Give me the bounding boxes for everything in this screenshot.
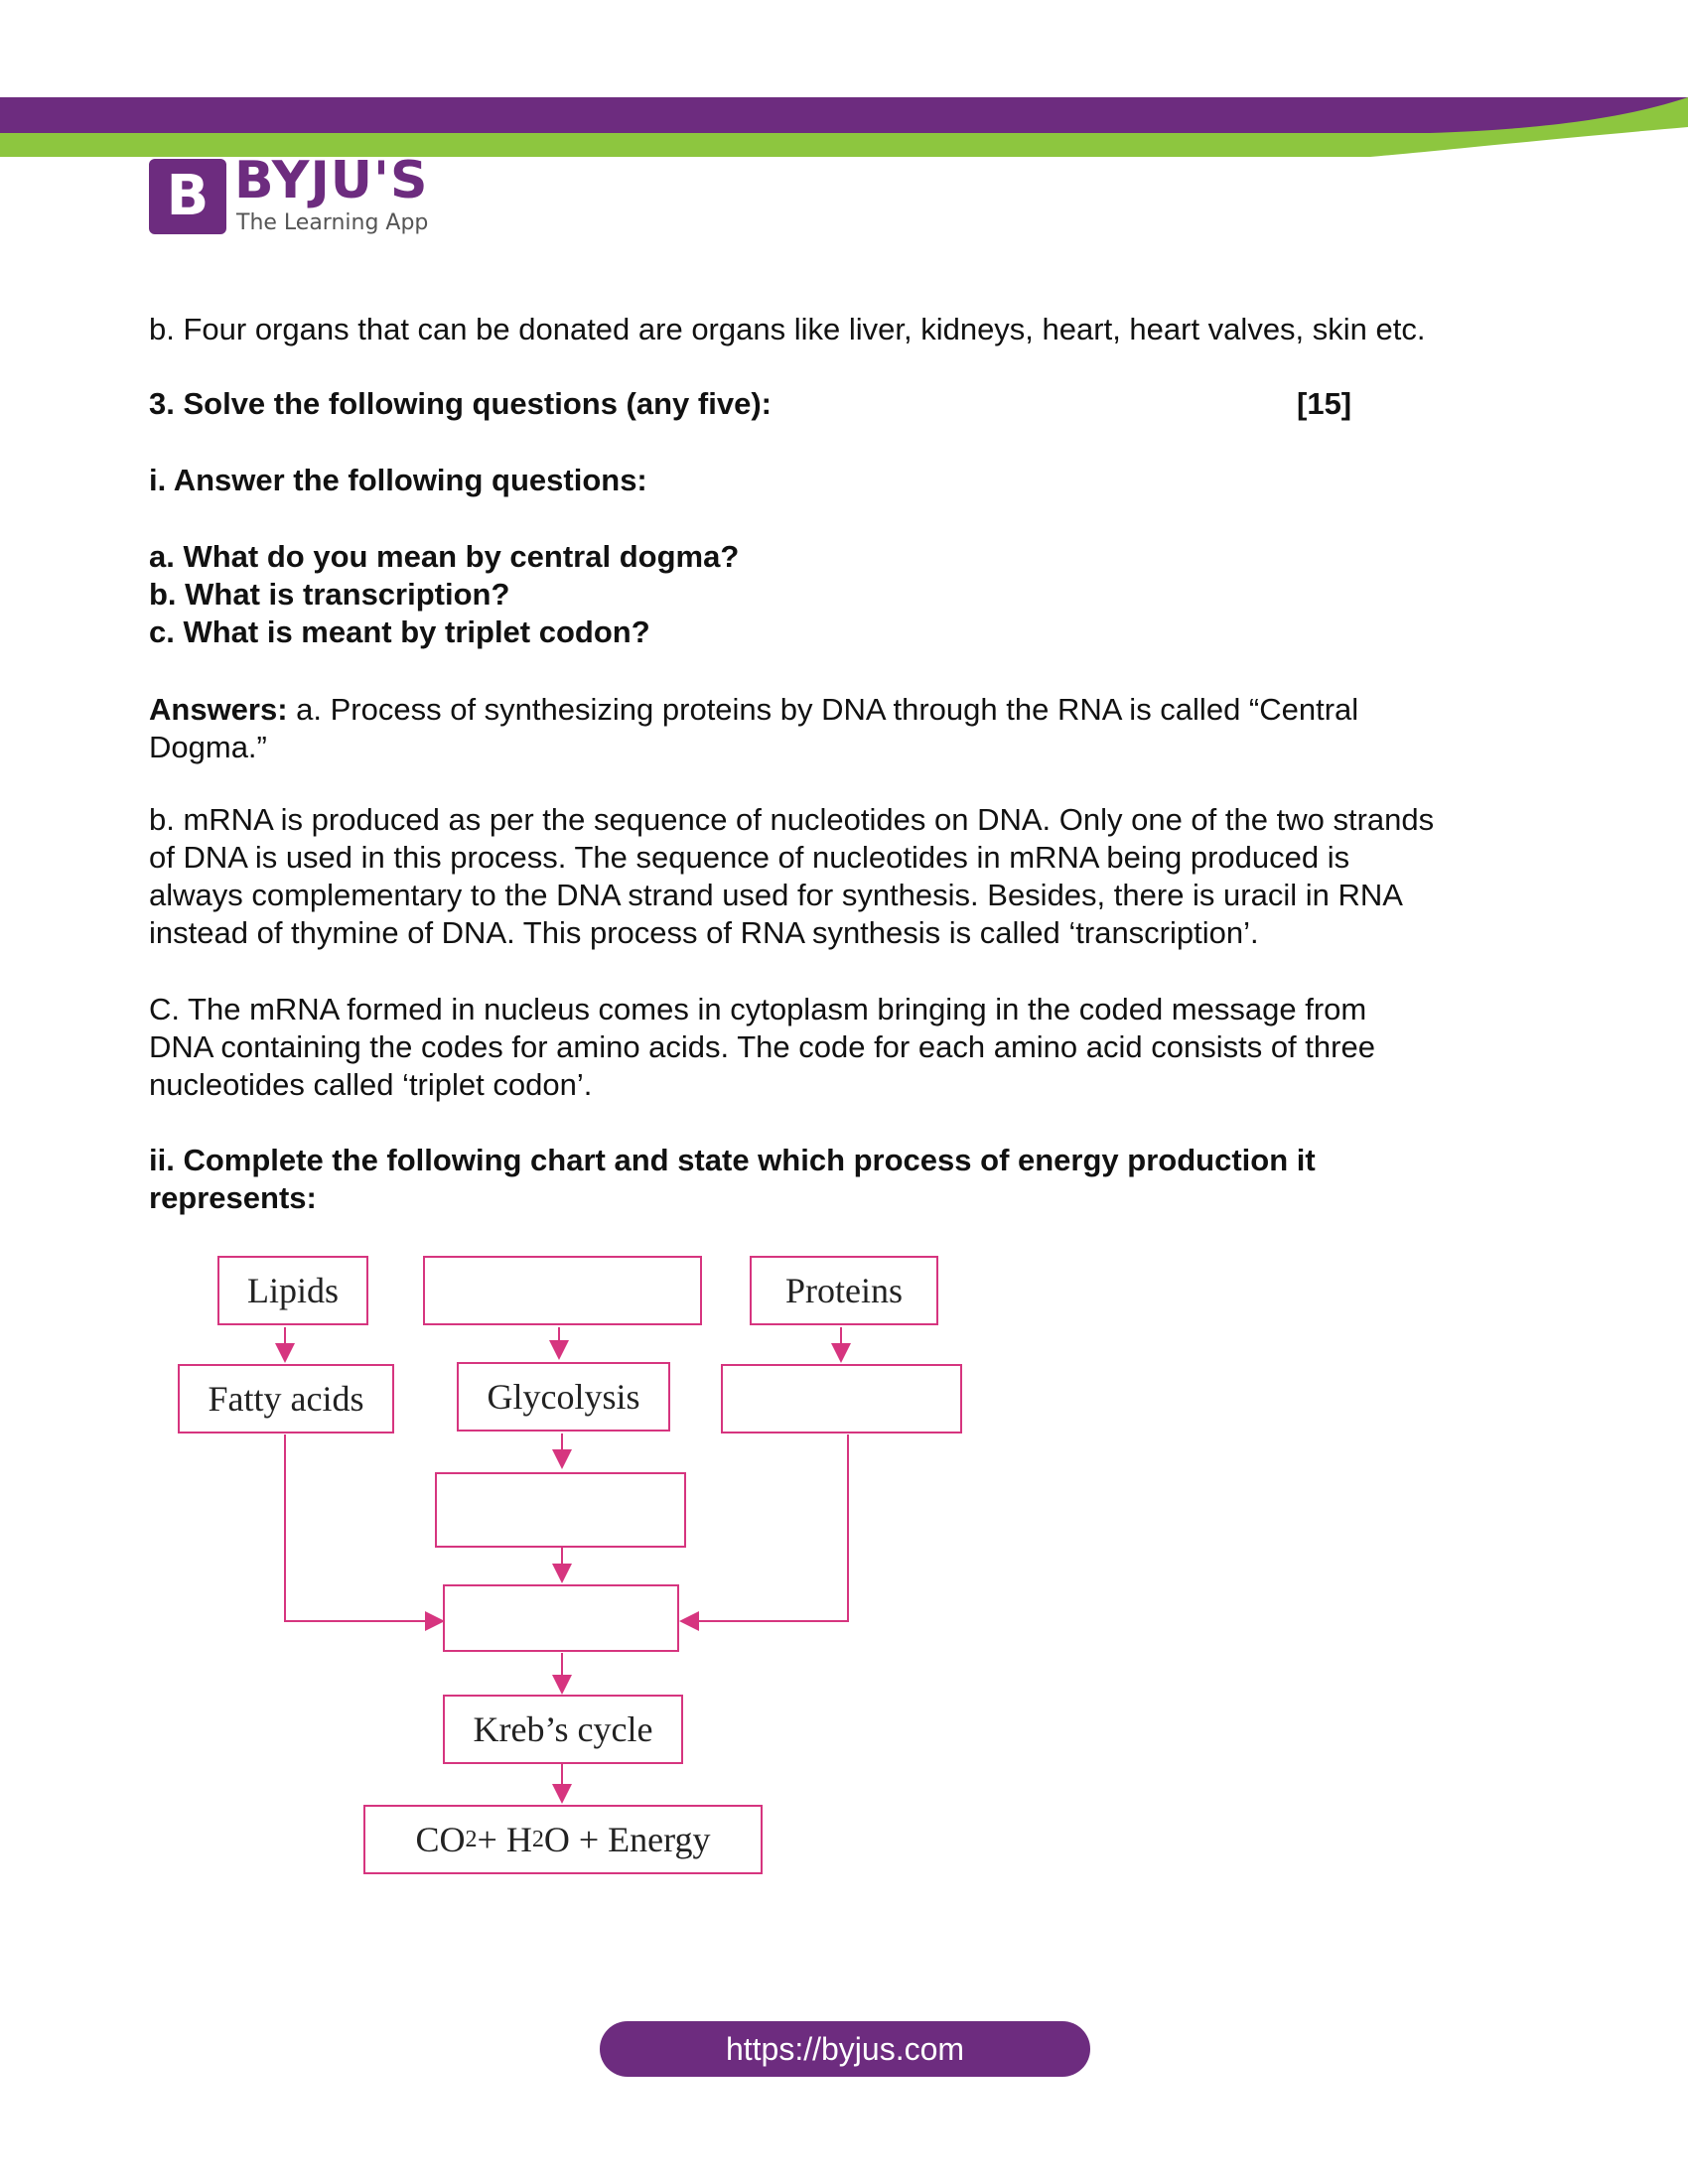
lipids-box: Lipids <box>217 1256 368 1325</box>
h2o-subscript: 2 <box>531 1826 544 1852</box>
qi-heading: i. Answer the following questions: <box>149 463 647 497</box>
flow-connectors <box>149 1246 993 1891</box>
answer-a-line2: Dogma.” <box>149 730 267 764</box>
blank-box-amino-acids <box>721 1364 962 1433</box>
answer-a-line1 <box>149 691 1358 729</box>
answer-b-line2: of DNA is used in this process. The sequence of nucleotides in mRNA being produced is <box>149 840 1350 875</box>
answer-c-line2: DNA containing the codes for amino acids. The code for each amino acid consists of three <box>149 1029 1375 1064</box>
co2-text: CO <box>415 1820 466 1859</box>
answer-b-line1: b. mRNA is produced as per the sequence of nucleotides on DNA. Only one of the two strands <box>149 802 1435 837</box>
blank-box-carbohydrates <box>423 1256 702 1325</box>
qi-b: b. What is transcription? <box>149 577 510 612</box>
energy-flow-chart <box>149 1246 993 1891</box>
blank-box-acetyl-coa <box>443 1584 679 1652</box>
q3-marks: [15] <box>1297 386 1352 421</box>
qii-heading-line2: represents: <box>149 1180 317 1215</box>
co2-subscript: 2 <box>465 1826 478 1852</box>
brand-tagline: The Learning App <box>236 210 429 235</box>
answer-b-line3: always complementary to the DNA strand used for synthesis. Besides, there is uracil in RNA <box>149 878 1403 912</box>
plus-h-text: + H <box>477 1820 532 1859</box>
answer-b-line4: instead of thymine of DNA. This process of RNA synthesis is called ‘transcription’. <box>149 915 1259 950</box>
answers-label: Answers: <box>149 692 288 727</box>
answer-c-line3: nucleotides called ‘triplet codon’. <box>149 1067 593 1102</box>
krebs-cycle-box: Kreb’s cycle <box>443 1695 683 1764</box>
qi-a: a. What do you mean by central dogma? <box>149 539 740 574</box>
byjus-logo <box>149 151 437 238</box>
organs-answer: b. Four organs that can be donated are organs like liver, kidneys, heart, heart valves, skin etc. <box>149 312 1426 346</box>
answer-a-text: a. Process of synthesizing proteins by DNA through the RNA is called “Central <box>287 692 1359 727</box>
qi-c: c. What is meant by triplet codon? <box>149 614 650 649</box>
footer-url-link[interactable]: https://byjus.com <box>600 2021 1090 2077</box>
products-box <box>363 1805 763 1874</box>
header-banner <box>0 0 1688 169</box>
qii-heading-line1: ii. Complete the following chart and state which process of energy production it <box>149 1143 1316 1177</box>
energy-text: O + Energy <box>543 1820 711 1859</box>
fatty-acids-box: Fatty acids <box>178 1364 394 1433</box>
answer-c-line1: C. The mRNA formed in nucleus comes in cytoplasm bringing in the coded message from <box>149 992 1367 1026</box>
logo-mark: B <box>149 159 226 234</box>
glycolysis-box: Glycolysis <box>457 1362 670 1432</box>
brand-name: BYJU'S <box>234 151 429 210</box>
proteins-box: Proteins <box>750 1256 938 1325</box>
q3-heading: 3. Solve the following questions (any five): <box>149 386 772 421</box>
blank-box-pyruvic-acid <box>435 1472 686 1548</box>
